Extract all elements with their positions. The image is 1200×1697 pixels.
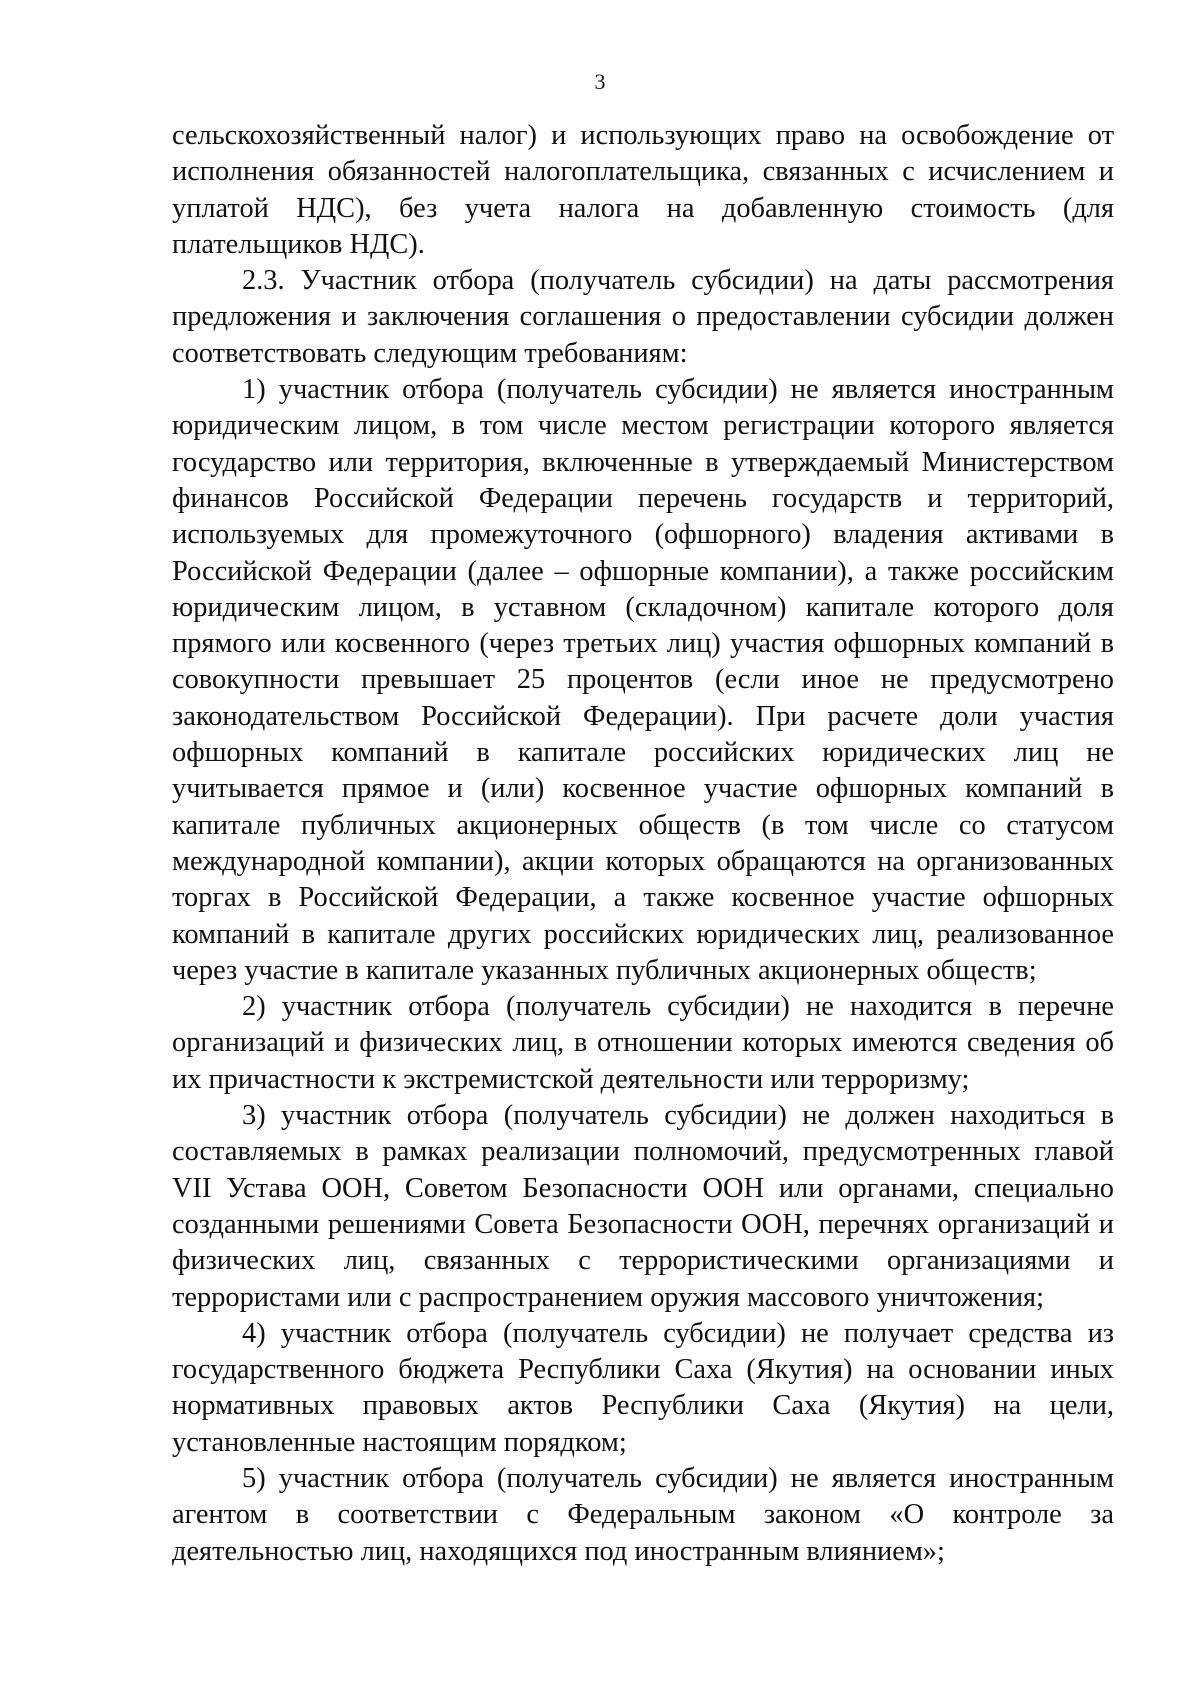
page-number: 3	[594, 69, 606, 94]
document-body	[172, 118, 1114, 1570]
paragraph-continuation: сельскохозяйственный налог) и использующих право на освобождение от исполнения обязанностей налогоплательщика, связанных с исчислением и уплатой НДС), без учета налога на добавленную стоимость (для плательщиков НДС).	[172, 120, 1114, 260]
paragraph-item-3: 3) участник отбора (получатель субсидии) не должен находиться в составляемых в рамках реализации полномочий, предусмотренных главой VII Устава ООН, Советом Безопасности ООН или органами, специально созданными решениями Совета Безопасности ООН, перечнях организаций и физических лиц, связанных с террористическими организациями и террористами или с распространением оружия массового уничтожения;	[172, 1100, 1114, 1313]
paragraph-item-1: 1) участник отбора (получатель субсидии) не является иностранным юридическим лицом, в том числе местом регистрации которого является государство или территория, включенные в утверждаемый Министерством финансов Российской Федерации перечень государств и территорий, используемых для промежуточного (офшорного) владения активами в Российской Федерации (далее – офшорные компании), а также российским юридическим лицом, в уставном (складочном) капитале которого доля прямого или косвенного (через третьих лиц) участия офшорных компаний в совокупности превышает 25 процентов (если иное не предусмотрено законодательством Российской Федерации). При расчете доли участия офшорных компаний в капитале российских юридических лиц не учитывается прямое и (или) косвенное участие офшорных компаний в капитале публичных акционерных обществ (в том числе со статусом международной компании), акции которых обращаются на организованных торгах в Российской Федерации, а также косвенное участие офшорных компаний в капитале других российских юридических лиц, реализованное через участие в капитале указанных публичных акционерных обществ;	[172, 374, 1114, 986]
paragraph-item-5: 5) участник отбора (получатель субсидии) не является иностранным агентом в соответствии с Федеральным законом «О контроле за деятельностью лиц, находящихся под иностранным влиянием»;	[172, 1462, 1114, 1567]
paragraph-item-2: 2) участник отбора (получатель субсидии) не находится в перечне организаций и физических лиц, в отношении которых имеются сведения об их причастности к экстремистской деятельности или терроризму;	[172, 991, 1114, 1095]
paragraph-item-4: 4) участник отбора (получатель субсидии) не получает средства из государственного бюджета Республики Саха (Якутия) на основании иных нормативных правовых актов Республики Саха (Якутия) на цели, установленные настоящим порядком;	[172, 1317, 1114, 1458]
paragraph-section-2-3: 2.3. Участник отбора (получатель субсидии) на даты рассмотрения предложения и заключения соглашения о предоставлении субсидии должен соответствовать следующим требованиям:	[172, 265, 1114, 369]
